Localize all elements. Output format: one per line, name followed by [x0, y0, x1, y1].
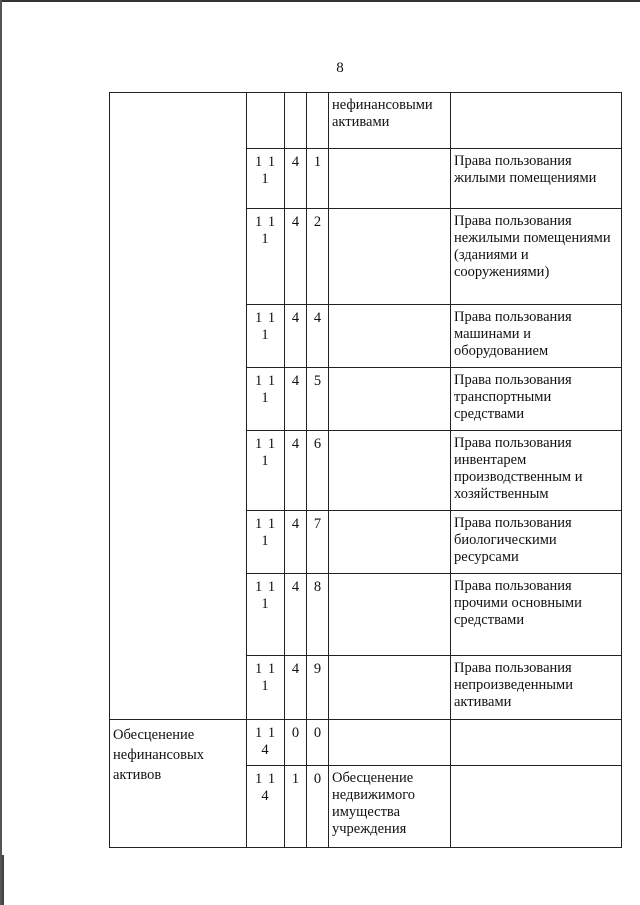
account-name-cell: Права пользования прочими основными средствами	[451, 574, 622, 656]
group-name-cell: Обесценение нефинансовых активов	[110, 720, 247, 848]
subcode-cell: 6	[307, 431, 329, 511]
subcode-cell: 2	[307, 209, 329, 305]
analytic-code-cell: 4	[285, 656, 307, 720]
page-number: 8	[336, 60, 344, 76]
account-name-cell: Права пользования биологическими ресурсами	[451, 511, 622, 574]
analytic-code-cell: 4	[285, 368, 307, 431]
subcode-cell: 8	[307, 574, 329, 656]
subgroup-name-cell	[329, 368, 451, 431]
scan-left-edge	[0, 0, 2, 905]
account-name-cell: Права пользования инвентарем производственным и хозяйственным	[451, 431, 622, 511]
subgroup-name-cell	[329, 209, 451, 305]
account-name-cell: Права пользования нежилыми помещениями (зданиями и сооружениями)	[451, 209, 622, 305]
account-code-cell: 1 1 1	[247, 431, 285, 511]
subcode-cell: 9	[307, 656, 329, 720]
subgroup-name-cell	[329, 305, 451, 368]
account-code-cell: 1 1 1	[247, 305, 285, 368]
account-code-cell: 1 1 1	[247, 656, 285, 720]
account-code-cell	[247, 93, 285, 149]
account-code-cell: 1 1 4	[247, 766, 285, 848]
table-row	[110, 720, 622, 766]
subgroup-name-cell	[329, 431, 451, 511]
subcode-cell: 0	[307, 766, 329, 848]
subcode-cell	[307, 93, 329, 149]
subcode-cell: 7	[307, 511, 329, 574]
account-name-cell	[451, 720, 622, 766]
analytic-code-cell: 4	[285, 305, 307, 368]
subgroup-name-cell	[329, 149, 451, 209]
account-code-cell: 1 1 1	[247, 209, 285, 305]
subgroup-name-cell	[329, 574, 451, 656]
analytic-code-cell: 4	[285, 574, 307, 656]
subgroup-name-cell	[329, 656, 451, 720]
subgroup-name-cell: нефинансовыми активами	[329, 93, 451, 149]
analytic-code-cell: 0	[285, 720, 307, 766]
subcode-cell: 1	[307, 149, 329, 209]
table-row	[110, 93, 622, 149]
subgroup-name-cell	[329, 511, 451, 574]
subgroup-name-cell	[329, 720, 451, 766]
subgroup-name-cell: Обесценение недвижимого имущества учреждения	[329, 766, 451, 848]
accounts-table	[109, 92, 622, 848]
subcode-cell: 0	[307, 720, 329, 766]
account-code-cell: 1 1 1	[247, 368, 285, 431]
subcode-cell: 5	[307, 368, 329, 431]
group-name-cell	[110, 93, 247, 720]
scan-top-edge	[0, 0, 640, 2]
analytic-code-cell: 4	[285, 511, 307, 574]
analytic-code-cell: 1	[285, 766, 307, 848]
account-name-cell	[451, 93, 622, 149]
account-name-cell	[451, 766, 622, 848]
analytic-code-cell: 4	[285, 149, 307, 209]
analytic-code-cell: 4	[285, 209, 307, 305]
account-name-cell: Права пользования жилыми помещениями	[451, 149, 622, 209]
analytic-code-cell	[285, 93, 307, 149]
subcode-cell: 4	[307, 305, 329, 368]
account-code-cell: 1 1 4	[247, 720, 285, 766]
account-code-cell: 1 1 1	[247, 149, 285, 209]
account-name-cell: Права пользования непроизведенными активами	[451, 656, 622, 720]
account-code-cell: 1 1 1	[247, 511, 285, 574]
account-name-cell: Права пользования машинами и оборудованием	[451, 305, 622, 368]
account-name-cell: Права пользования транспортными средствами	[451, 368, 622, 431]
account-code-cell: 1 1 1	[247, 574, 285, 656]
analytic-code-cell: 4	[285, 431, 307, 511]
scan-mark	[2, 855, 4, 905]
